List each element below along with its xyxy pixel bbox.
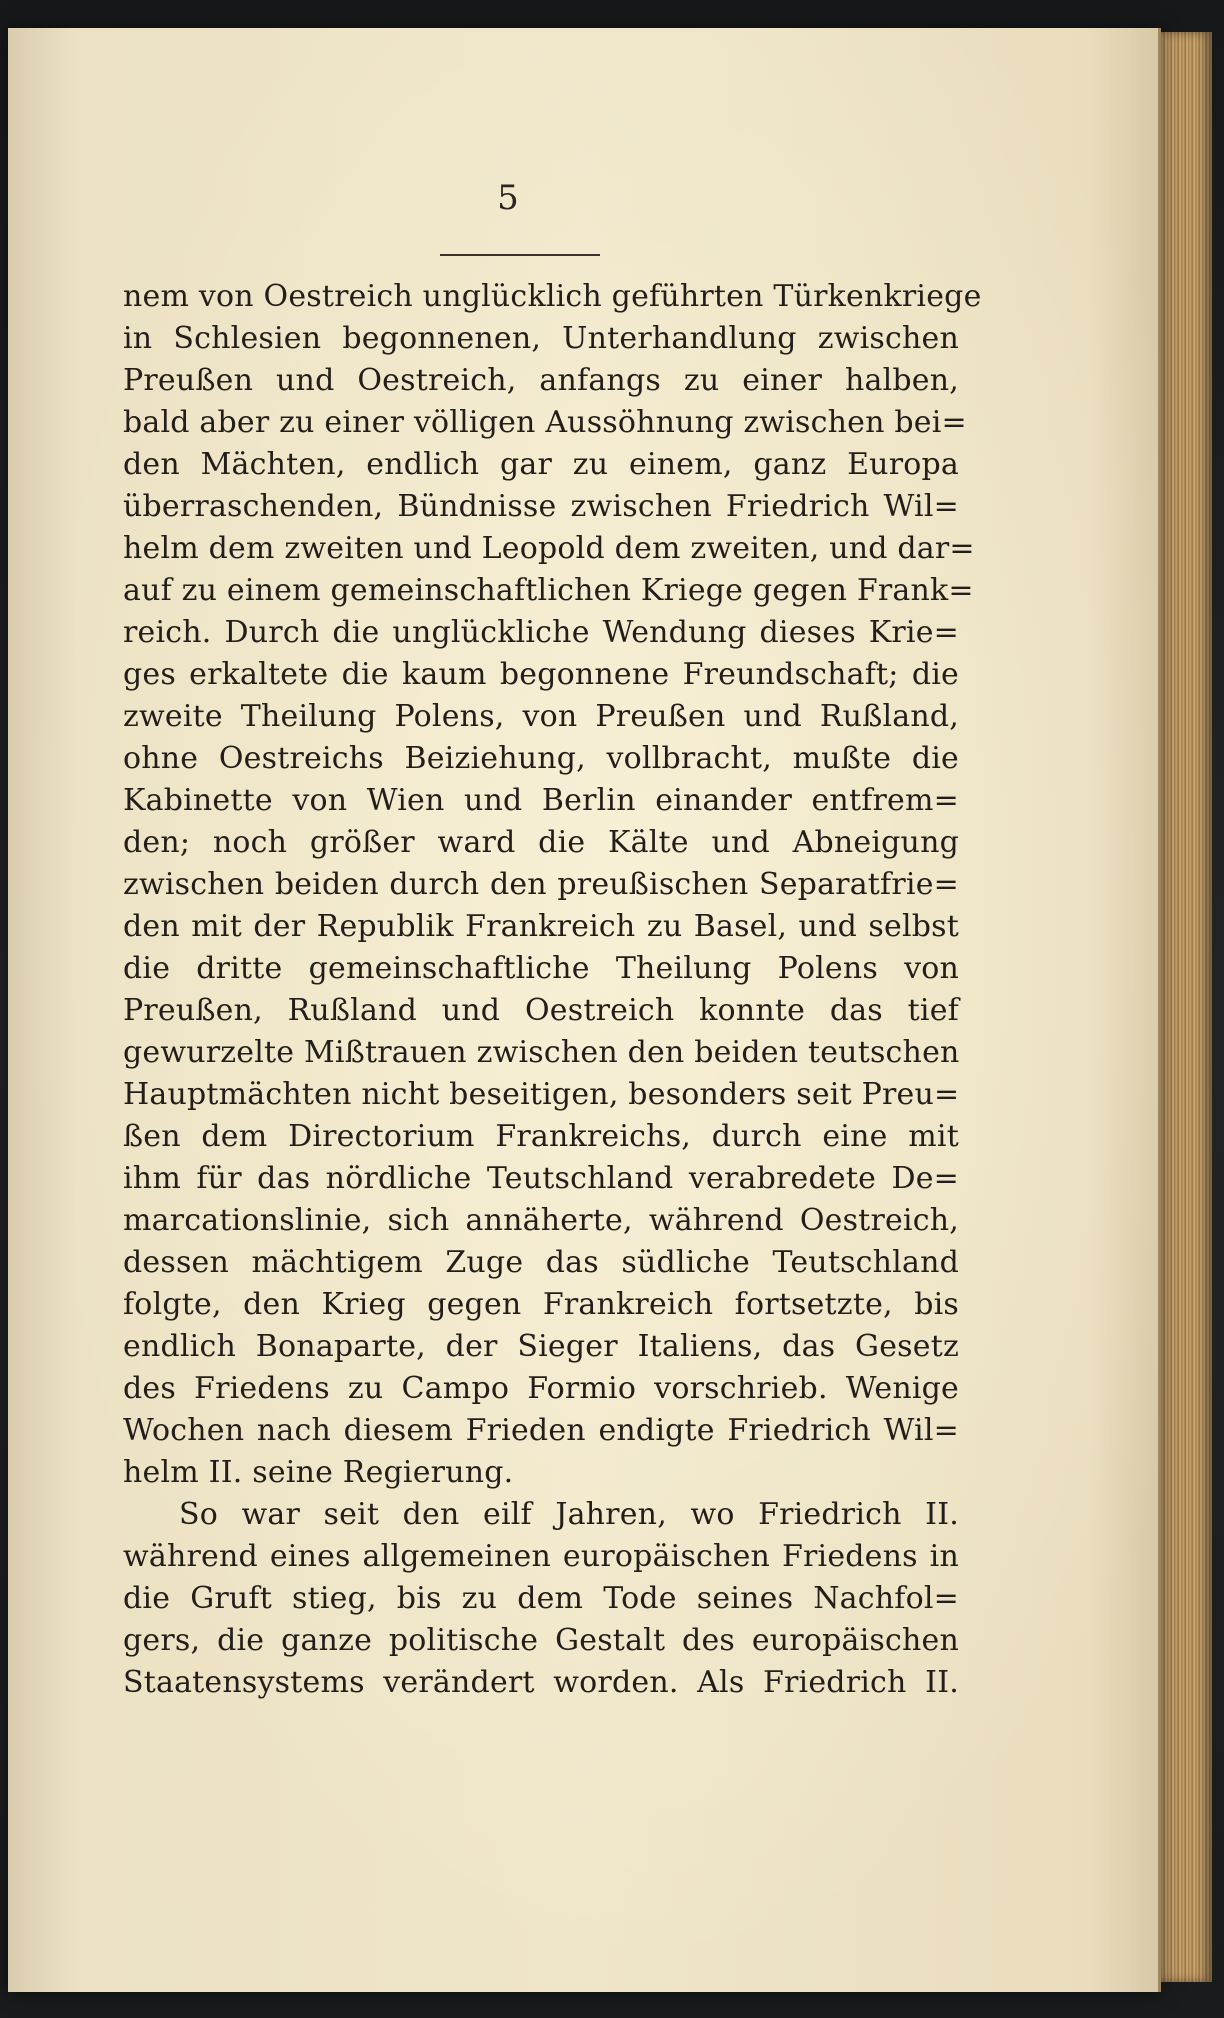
- text-line: Preußen, Rußland und Oestreich konnte das tief: [123, 993, 959, 1028]
- text-line: ges erkaltete die kaum begonnene Freundschaft; die: [123, 657, 959, 692]
- page-edges: [1152, 32, 1212, 1982]
- book-page: [8, 28, 1212, 1992]
- text-line: Preußen und Oestreich, anfangs zu einer halben,: [123, 363, 959, 398]
- page-number-rule: [440, 254, 600, 256]
- text-line: So war seit den eilf Jahren, wo Friedrich II.: [179, 1497, 959, 1532]
- text-line: reich. Durch die unglückliche Wendung dieses Krie=: [123, 615, 959, 650]
- text-line: ihm für das nördliche Teutschland verabredete De=: [123, 1161, 959, 1196]
- text-line: ßen dem Directorium Frankreichs, durch eine mit: [123, 1119, 959, 1154]
- text-line: helm II. seine Regierung.: [123, 1455, 514, 1490]
- text-line: gewurzelte Mißtrauen zwischen den beiden teutschen: [123, 1035, 960, 1070]
- text-line: nem von Oestreich unglücklich geführten Türkenkriege: [123, 279, 982, 314]
- text-line: marcationslinie, sich annäherte, während Oestreich,: [123, 1203, 959, 1238]
- text-line: den mit der Republik Frankreich zu Basel, und selbst: [123, 909, 959, 944]
- text-line: folgte, den Krieg gegen Frankreich fortsetzte, bis: [123, 1287, 959, 1322]
- text-line: Kabinette von Wien und Berlin einander entfrem=: [123, 783, 959, 818]
- text-line: den; noch größer ward die Kälte und Abneigung: [123, 825, 959, 860]
- text-line: Staatensystems verändert worden. Als Friedrich II.: [123, 1665, 959, 1700]
- text-line: zwischen beiden durch den preußischen Separatfrie=: [123, 867, 959, 902]
- text-line: Wochen nach diesem Frieden endigte Friedrich Wil=: [123, 1413, 959, 1448]
- text-line: helm dem zweiten und Leopold dem zweiten, und dar=: [123, 531, 975, 566]
- text-line: gers, die ganze politische Gestalt des europäischen: [123, 1623, 959, 1658]
- text-line: in Schlesien begonnenen, Unterhandlung zwischen: [123, 321, 959, 356]
- body-text: [123, 276, 982, 1704]
- text-line: auf zu einem gemeinschaftlichen Kriege gegen Frank=: [123, 573, 974, 608]
- text-line: den Mächten, endlich gar zu einem, ganz Europa: [123, 447, 959, 482]
- text-line: Hauptmächten nicht beseitigen, besonders seit Preu=: [123, 1077, 960, 1112]
- text-line: die Gruft stieg, bis zu dem Tode seines Nachfol=: [123, 1581, 959, 1616]
- text-line: während eines allgemeinen europäischen Friedens in: [123, 1539, 959, 1574]
- text-line: die dritte gemeinschaftliche Theilung Polens von: [123, 951, 959, 986]
- text-line: bald aber zu einer völligen Aussöhnung zwischen bei=: [123, 405, 967, 440]
- text-line: ohne Oestreichs Beiziehung, vollbracht, mußte die: [123, 741, 959, 776]
- paper-sheet: [8, 28, 1161, 1992]
- text-line: des Friedens zu Campo Formio vorschrieb. Wenige: [123, 1371, 959, 1406]
- text-line: überraschenden, Bündnisse zwischen Friedrich Wil=: [123, 489, 959, 524]
- text-line: endlich Bonaparte, der Sieger Italiens, das Gesetz: [123, 1329, 959, 1364]
- text-line: zweite Theilung Polens, von Preußen und Rußland,: [123, 699, 959, 734]
- text-line: dessen mächtigem Zuge das südliche Teutschland: [123, 1245, 959, 1280]
- page-number: 5: [497, 178, 519, 218]
